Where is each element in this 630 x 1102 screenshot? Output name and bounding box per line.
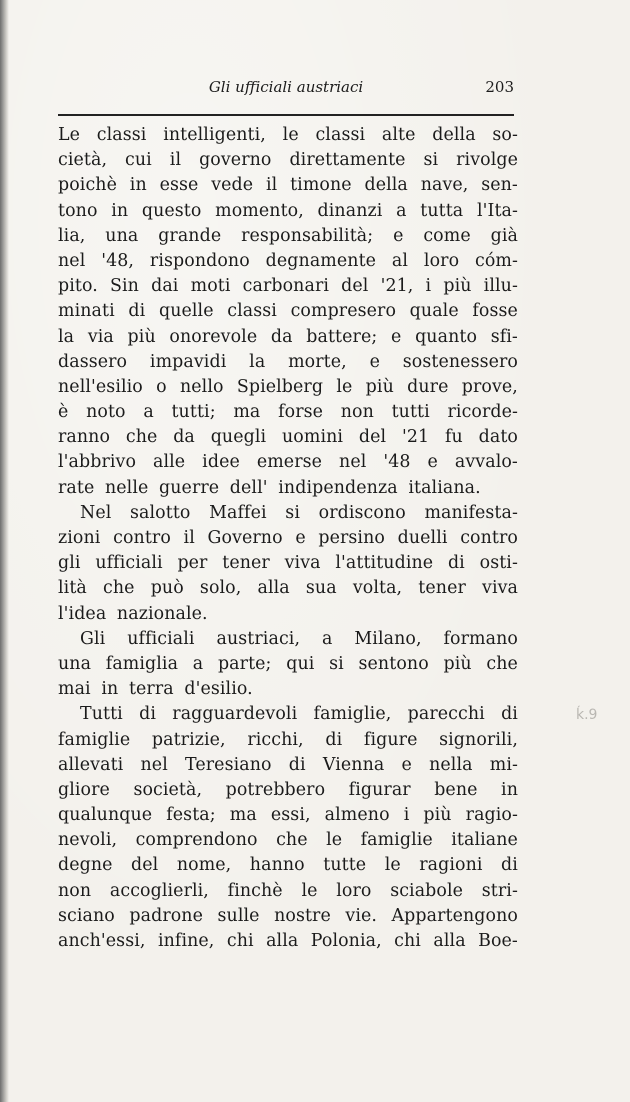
text-line: lia, una grande responsabilità; e come già [58, 225, 518, 246]
page-number: 203 [485, 78, 514, 96]
text-line: pito. Sin dai moti carbonari del '21, i più illu- [58, 276, 518, 297]
text-line: degne del nome, hanno tutte le ragioni di [58, 855, 518, 876]
text-line: una famiglia a parte; qui si sentono più che [58, 653, 518, 674]
text-line: anch'essi, infine, chi alla Polonia, chi alla Boe- [58, 931, 518, 951]
paragraph [58, 123, 518, 501]
body-text [58, 123, 518, 954]
paragraph [58, 627, 518, 703]
text-line: sciano padrone sulle nostre vie. Appartengono [58, 905, 518, 926]
text-line: qualunque festa; ma essi, almeno i più ragio- [58, 805, 518, 826]
header-rule [58, 114, 514, 116]
text-line: l'abbrivo alle idee emerse nel '48 e avvalo- [58, 452, 518, 473]
running-title: Gli ufficiali austriaci [208, 78, 364, 96]
paragraph [58, 501, 518, 627]
page-header [58, 74, 514, 100]
paragraph [58, 702, 518, 954]
text-line: zioni contro il Governo e persino duelli contro [58, 528, 518, 548]
text-line: gli ufficiali per tener viva l'attitudine di osti- [58, 553, 518, 574]
text-line: nevoli, comprendono che le famiglie italiane [58, 830, 518, 851]
text-line: Gli ufficiali austriaci, a Milano, formano [80, 628, 518, 649]
text-line: è noto a tutti; ma forse non tutti ricorde- [58, 402, 518, 423]
text-line: Tutti di ragguardevoli famiglie, parecchi di [80, 704, 518, 725]
text-line: l'idea nazionale. [58, 603, 208, 624]
text-line: famiglie patrizie, ricchi, di figure signorili, [58, 729, 518, 750]
text-line: Le classi intelligenti, le classi alte della so- [58, 125, 518, 145]
text-line: minati di quelle classi compresero quale fosse [58, 301, 518, 322]
text-line: tono in questo momento, dinanzi a tutta l'Ita- [58, 200, 518, 221]
book-spine-shadow [0, 0, 9, 1102]
text-line: nel '48, rispondono degnamente al loro cóm- [58, 250, 518, 271]
text-line: dassero impavidi la morte, e sostenessero [58, 351, 518, 372]
text-line: mai in terra d'esilio. [58, 679, 253, 700]
margin-pencil-mark: ḱ.9 [576, 707, 598, 723]
text-line: non accoglierli, finchè le loro sciabole stri- [58, 880, 518, 901]
text-line: lità che può solo, alla sua volta, tener viva [58, 578, 518, 599]
text-line: allevati nel Teresiano di Vienna e nella mi- [58, 754, 518, 775]
text-line: Nel salotto Maffei si ordiscono manifesta- [80, 502, 518, 523]
text-line: rate nelle guerre dell' indipendenza italiana. [58, 477, 481, 498]
text-line: ranno che da quegli uomini del '21 fu dato [58, 427, 518, 448]
text-line: la via più onorevole da battere; e quanto sfi- [58, 326, 518, 347]
text-line: cietà, cui il governo direttamente si rivolge [58, 150, 518, 171]
text-line: gliore società, potrebbero figurar bene in [58, 779, 518, 800]
text-line: nell'esilio o nello Spielberg le più dure prove, [58, 376, 518, 397]
text-line: poichè in esse vede il timone della nave, sen- [58, 175, 518, 196]
